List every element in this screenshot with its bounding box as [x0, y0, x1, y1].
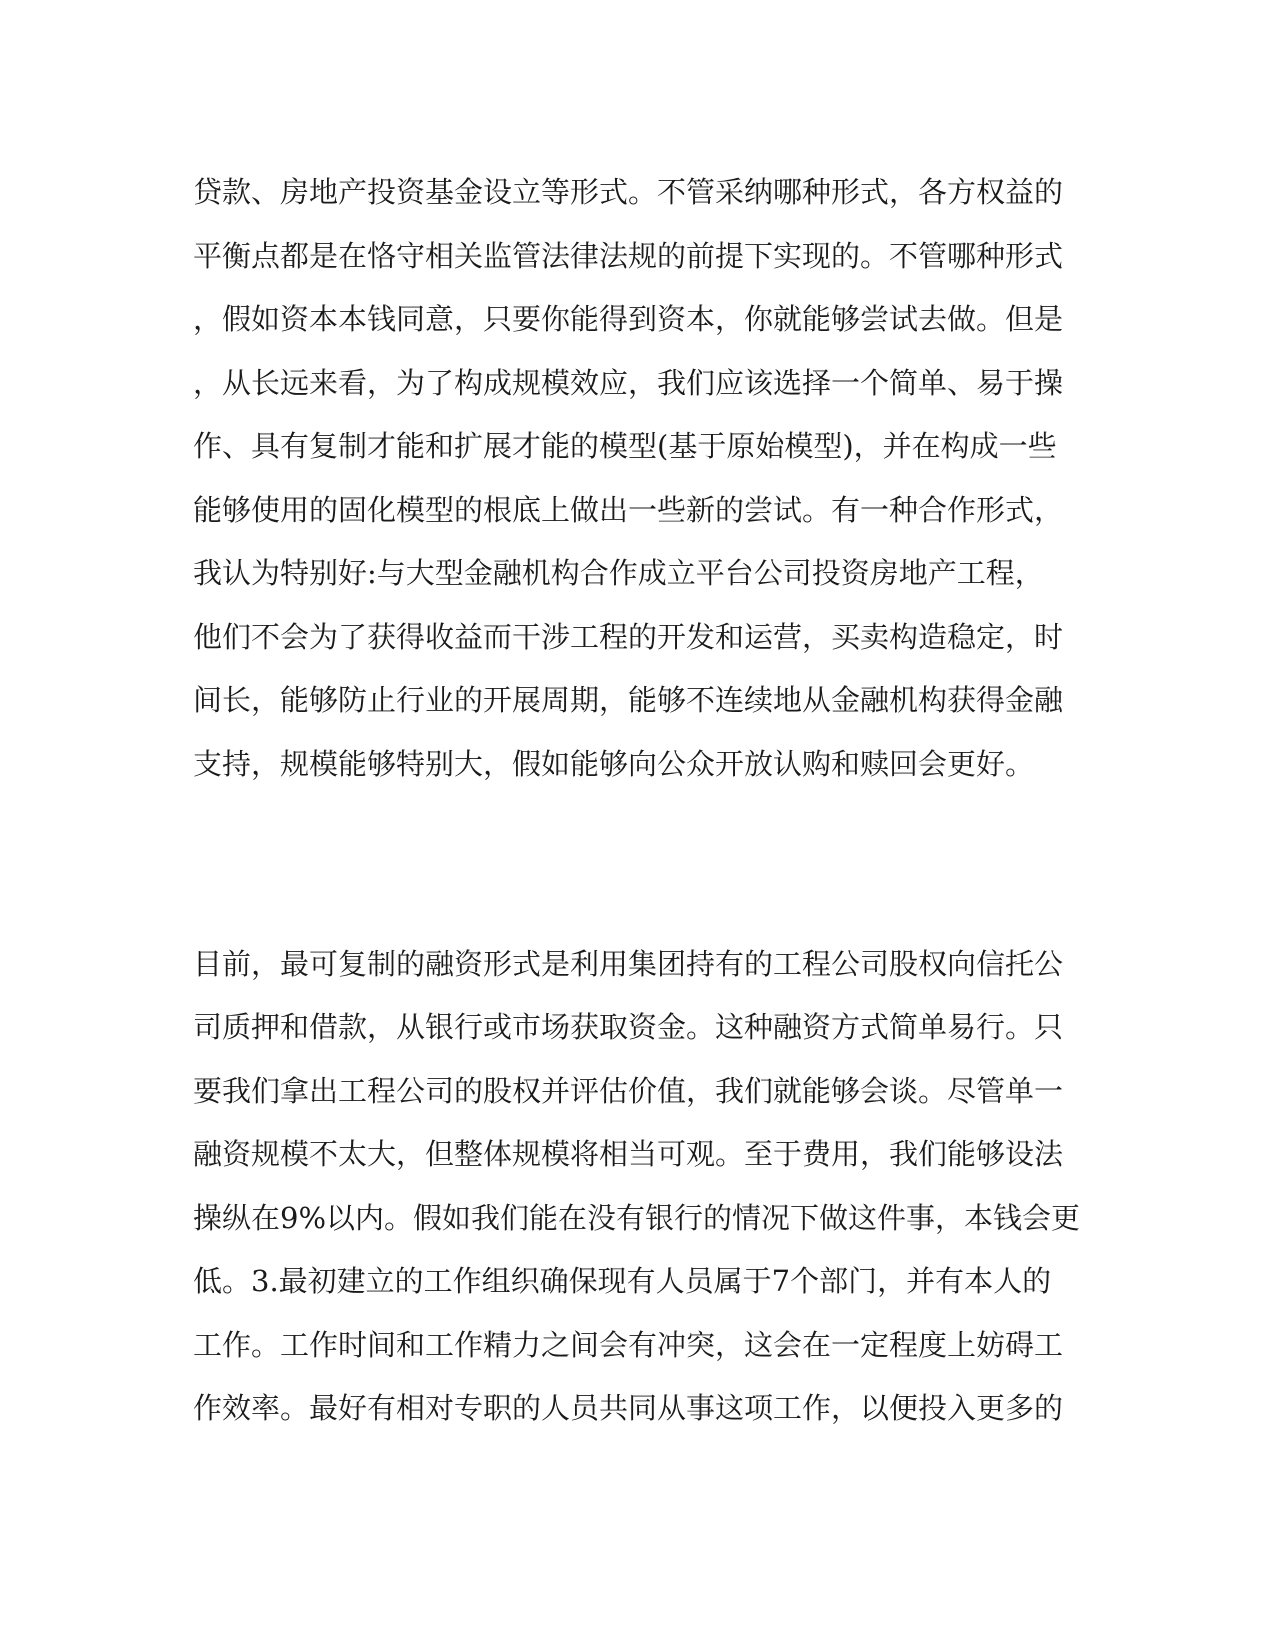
paragraph-2-line-2: 司质押和借款，从银行或市场获取资金。这种融资方式简单易行。只 — [193, 1010, 1064, 1044]
paragraph-1-line-4: ，从长远来看，为了构成规模效应，我们应该选择一个简单、易于操 — [193, 366, 1064, 400]
paragraph-2-line-4: 融资规模不太大，但整体规模将相当可观。至于费用，我们能够设法 — [193, 1137, 1064, 1171]
paragraph-1-line-5: 作、具有复制才能和扩展才能的模型(基于原始模型)，并在构成一些 — [193, 429, 1057, 463]
paragraph-1-line-2: 平衡点都是在恪守相关监管法律法规的前提下实现的。不管哪种形式 — [193, 239, 1064, 273]
paragraph-2-line-8: 作效率。最好有相对专职的人员共同从事这项工作，以便投入更多的 — [193, 1391, 1064, 1425]
paragraph-1-line-6: 能够使用的固化模型的根底上做出一些新的尝试。有一种合作形式， — [193, 493, 1064, 527]
paragraph-2-line-6: 低。3.最初建立的工作组织确保现有人员属于7个部门，并有本人的 — [193, 1264, 1052, 1298]
paragraph-1-line-8: 他们不会为了获得收益而干涉工程的开发和运营，买卖构造稳定，时 — [193, 620, 1064, 654]
paragraph-2-line-7: 工作。工作时间和工作精力之间会有冲突，这会在一定程度上妨碍工 — [193, 1328, 1064, 1362]
paragraph-2-line-1: 目前，最可复制的融资形式是利用集团持有的工程公司股权向信托公 — [193, 947, 1064, 981]
paragraph-1-line-3: ，假如资本本钱同意，只要你能得到资本，你就能够尝试去做。但是 — [193, 302, 1064, 336]
paragraph-1-line-10: 支持，规模能够特别大，假如能够向公众开放认购和赎回会更好。 — [193, 747, 1035, 781]
paragraph-2-line-5: 操纵在9%以内。假如我们能在没有银行的情况下做这件事，本钱会更 — [193, 1201, 1081, 1235]
paragraph-1-line-9: 间长，能够防止行业的开展周期，能够不连续地从金融机构获得金融 — [193, 683, 1064, 717]
paragraph-1-line-1: 贷款、房地产投资基金设立等形式。不管采纳哪种形式，各方权益的 — [193, 175, 1064, 209]
paragraph-2-line-3: 要我们拿出工程公司的股权并评估价值，我们就能够会谈。尽管单一 — [193, 1074, 1064, 1108]
paragraph-1-line-7: 我认为特别好:与大型金融机构合作成立平台公司投资房地产工程， — [193, 556, 1044, 590]
